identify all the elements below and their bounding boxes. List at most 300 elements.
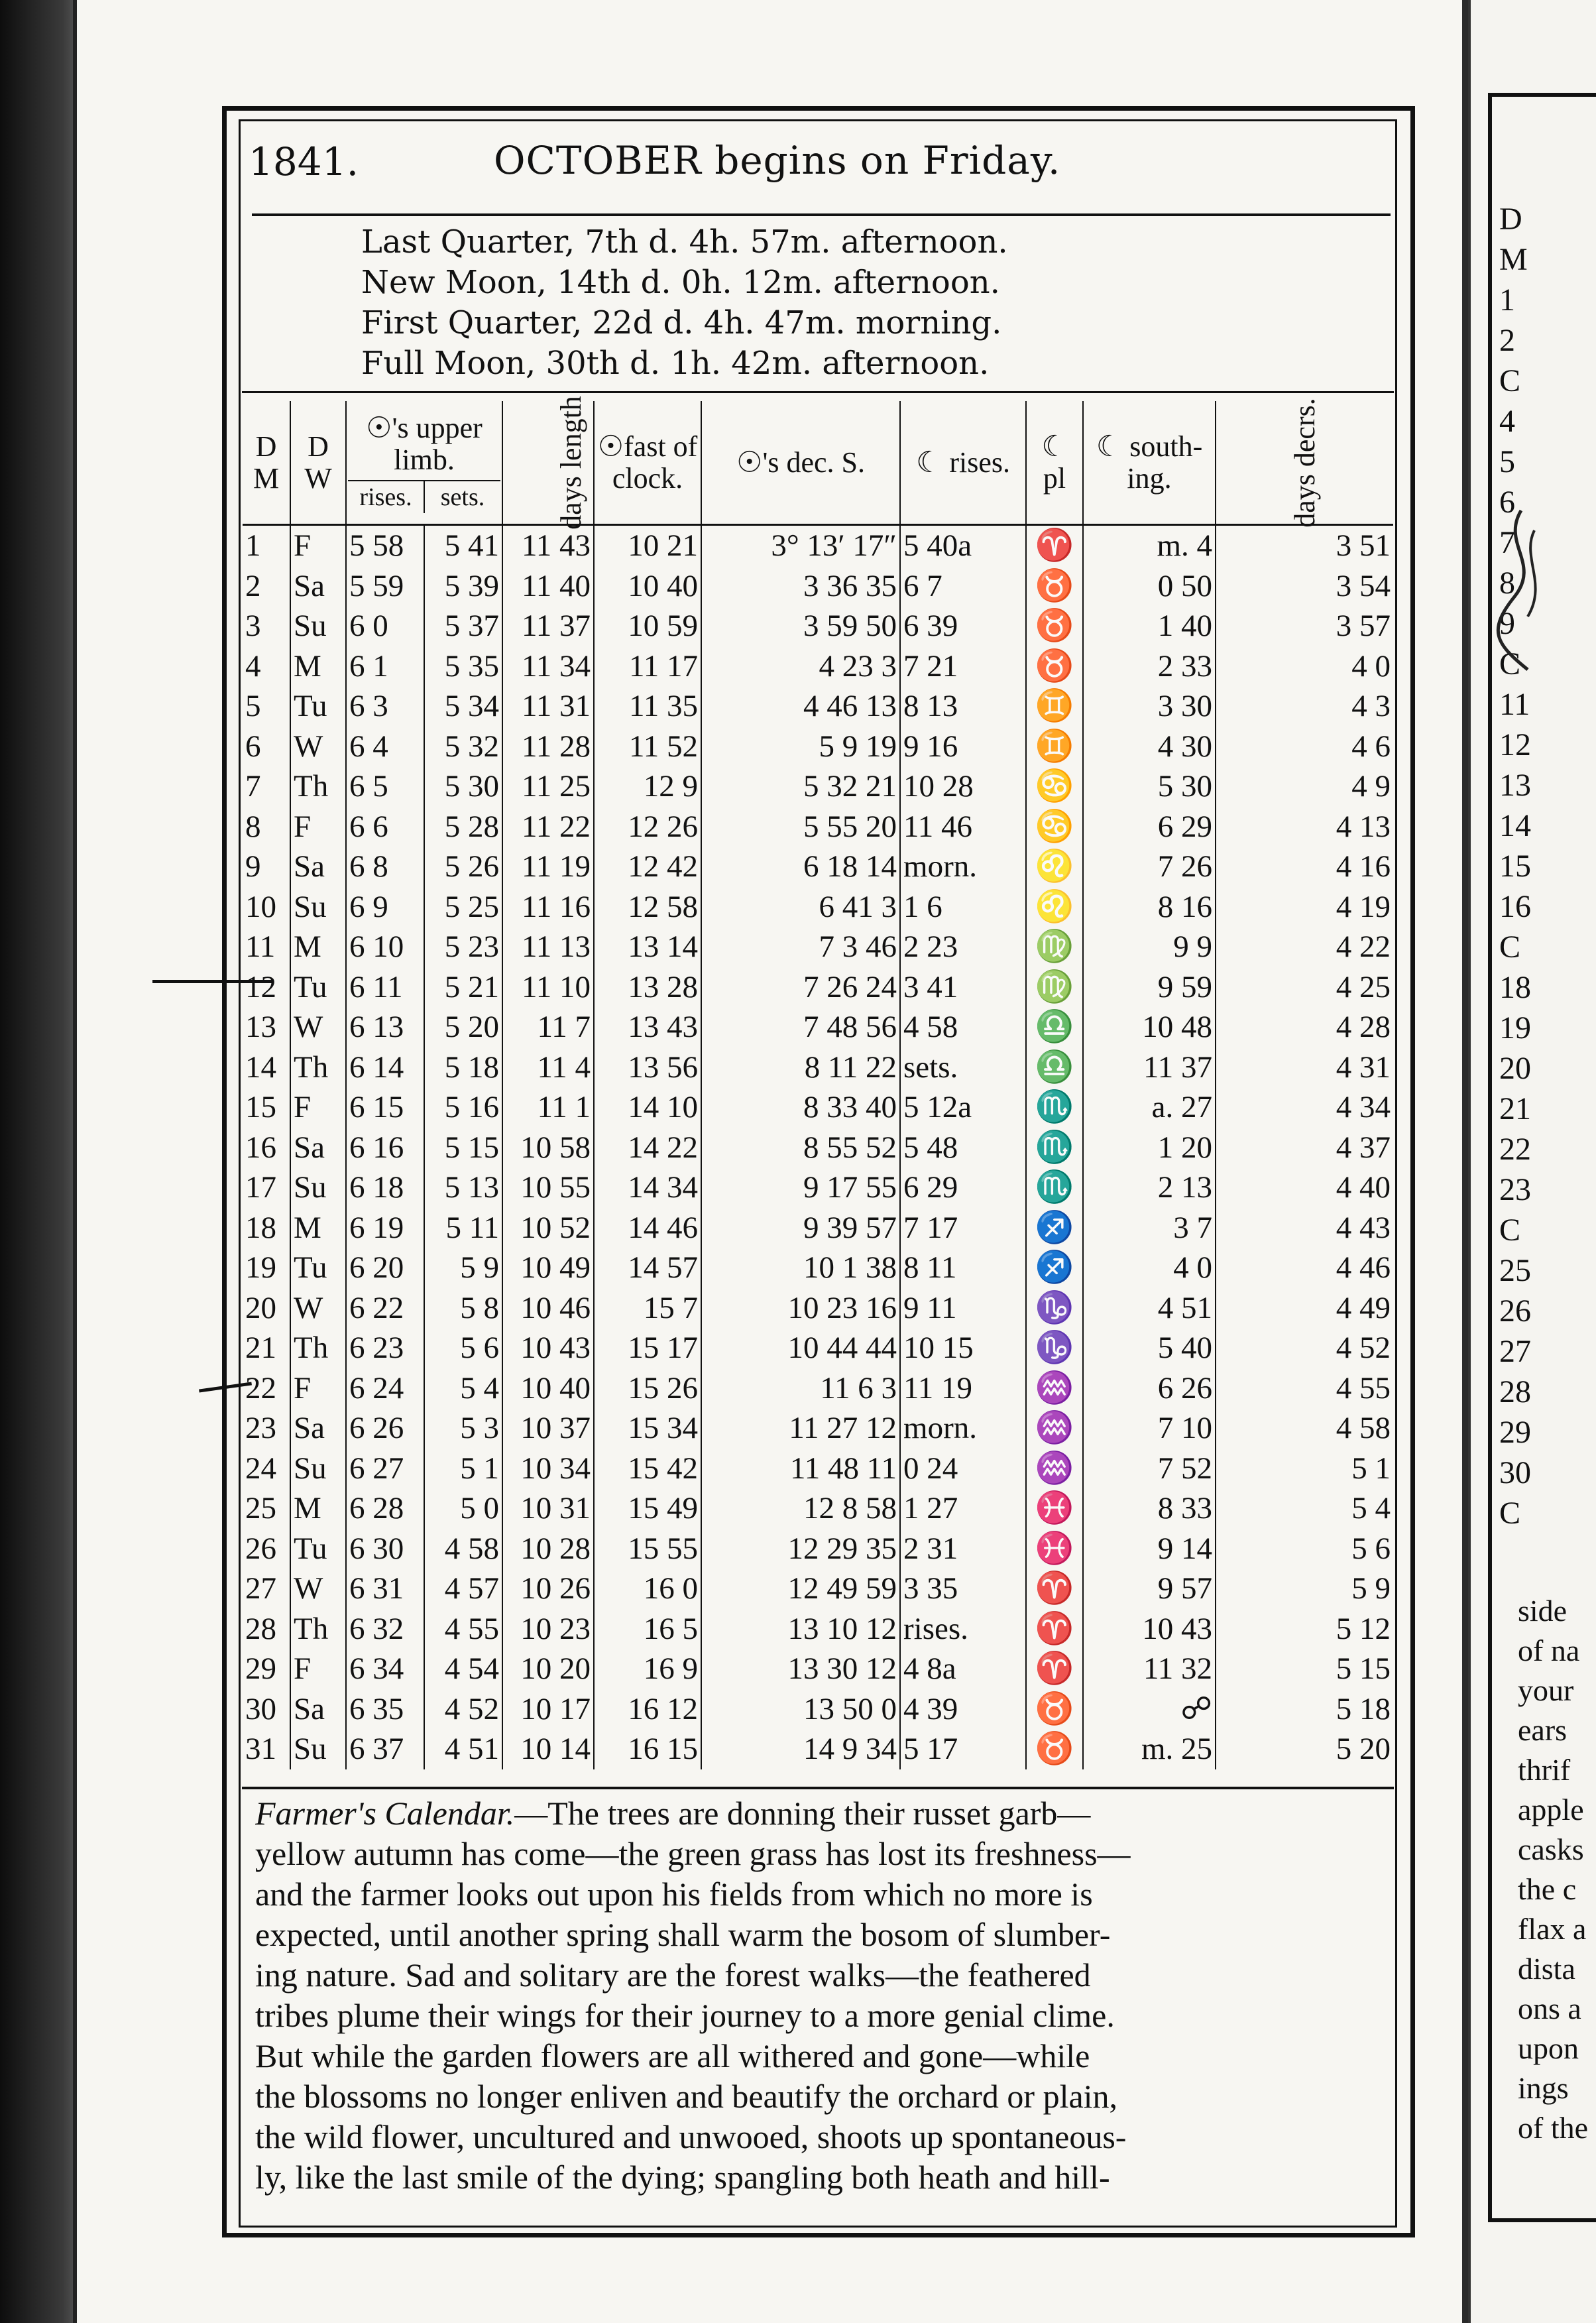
cell-moon-rises: 6 29 [900,1167,1026,1208]
cell-moon-rises: 8 13 [900,686,1026,727]
cell-moon-rises: 9 11 [900,1288,1026,1329]
cell-sun-sets: 5 3 [424,1408,502,1449]
cell-day: 22 [245,1370,276,1405]
cell-sun-rises: 6 0 [346,606,424,646]
cell-declination: 13 30 12 [701,1649,900,1689]
cell-fast-of-clock: 15 26 [594,1368,701,1409]
adjacent-cell: 20 [1499,1051,1531,1086]
cell-sun-rises: 6 24 [346,1368,424,1409]
cell-days-decrease: 4 55 [1216,1368,1393,1409]
cell-moon-rises: 9 16 [900,727,1026,767]
cell-fast-of-clock: 16 5 [594,1609,701,1649]
cell-sun-rises: 6 37 [346,1729,424,1769]
cell-day: 9 [245,849,261,884]
cell-declination: 10 23 16 [701,1288,900,1329]
cell-fast-of-clock: 12 58 [594,887,701,927]
cell-day: 19 [245,1250,276,1285]
adjacent-cell: 16 [1499,889,1531,924]
table-row [243,1729,1393,1769]
cell-fast-of-clock: 11 35 [594,686,701,727]
cell-day: 5 [245,689,261,724]
cell-fast-of-clock: 10 40 [594,566,701,607]
cell-moon-southing: 9 14 [1083,1529,1216,1569]
cell-fast-of-clock: 13 56 [594,1047,701,1088]
cell-sun-rises: 6 3 [346,686,424,727]
cell-weekday: Th [290,766,346,807]
adjacent-cell: 22 [1499,1132,1531,1167]
cell-day: 16 [245,1130,276,1165]
cell-day-length: 10 17 [502,1689,594,1730]
cell-days-decrease: 4 43 [1216,1208,1393,1248]
cell-day-length: 11 13 [502,927,594,967]
cell-sun-rises: 6 10 [346,927,424,967]
table-row [243,1328,1393,1368]
table-row [243,1248,1393,1288]
cell-day-length: 10 34 [502,1449,594,1489]
adjacent-cell: 5 [1499,444,1515,479]
cell-day-length: 11 40 [502,566,594,607]
cell-moon-place: ♋ [1026,807,1083,847]
header-rule [252,213,1391,216]
cell-moon-rises: 1 27 [900,1488,1026,1529]
cell-weekday: Sa [290,1128,346,1168]
cell-days-decrease: 5 6 [1216,1529,1393,1569]
cell-days-decrease: 4 19 [1216,887,1393,927]
calendar-line: the wild flower, uncultured and unwooed, shoots up spontaneous- [255,2118,1127,2155]
cell-moon-place: ♎ [1026,1047,1083,1088]
cell-sun-sets: 4 51 [424,1729,502,1769]
cell-day-length: 10 20 [502,1649,594,1689]
cell-day-length: 10 55 [502,1167,594,1208]
adjacent-cell: 11 [1499,687,1530,722]
cell-days-decrease: 4 31 [1216,1047,1393,1088]
calendar-line: expected, until another spring shall warm the bosom of slumber- [255,1916,1111,1953]
cell-fast-of-clock: 14 57 [594,1248,701,1288]
table-row [243,1167,1393,1208]
almanac-table [243,395,1393,1769]
cell-fast-of-clock: 13 28 [594,967,701,1008]
cell-moon-rises: morn. [900,847,1026,887]
cell-day: 31 [245,1732,276,1767]
cell-moon-place: ♋ [1026,766,1083,807]
cell-weekday: W [290,1007,346,1047]
cell-days-decrease: 5 15 [1216,1649,1393,1689]
handwritten-margin-note [1481,504,1561,676]
cell-moon-place: ♍ [1026,927,1083,967]
cell-days-decrease: 3 54 [1216,566,1393,607]
cell-moon-rises: 5 12a [900,1087,1026,1128]
cell-days-decrease: 4 16 [1216,847,1393,887]
adjacent-cell: 2 [1499,323,1515,358]
cell-day: 10 [245,889,276,924]
cell-sun-sets: 4 55 [424,1609,502,1649]
cell-day-length: 10 37 [502,1408,594,1449]
cell-weekday: Tu [290,1248,346,1288]
cell-day: 7 [245,769,261,804]
cell-weekday: Su [290,1167,346,1208]
adjacent-cell: 23 [1499,1172,1531,1207]
table-row [243,1569,1393,1609]
table-row [243,766,1393,807]
calendar-line: the blossoms no longer enliven and beautify the orchard or plain, [255,2078,1118,2115]
table-header-row [243,401,1393,525]
cell-sun-sets: 5 9 [424,1248,502,1288]
cell-day-length: 10 43 [502,1328,594,1368]
cell-moon-place: ♏ [1026,1128,1083,1168]
cell-moon-place: ♈ [1026,1649,1083,1689]
cell-moon-southing: 7 10 [1083,1408,1216,1449]
col-day-of-week: D W [290,401,346,525]
cell-declination: 8 33 40 [701,1087,900,1128]
cell-weekday: W [290,727,346,767]
cell-sun-rises: 6 16 [346,1128,424,1168]
cell-moon-southing: 9 57 [1083,1569,1216,1609]
cell-weekday: M [290,1488,346,1529]
cell-sun-rises: 6 32 [346,1609,424,1649]
cell-sun-sets: 5 16 [424,1087,502,1128]
cell-moon-place: ♐ [1026,1208,1083,1248]
cell-declination: 12 49 59 [701,1569,900,1609]
cell-fast-of-clock: 12 9 [594,766,701,807]
cell-sun-rises: 5 58 [346,525,424,566]
adjacent-cell: 12 [1499,727,1531,762]
cell-sun-sets: 5 23 [424,927,502,967]
cell-fast-of-clock: 14 10 [594,1087,701,1128]
cell-moon-place: ♌ [1026,887,1083,927]
cell-weekday: Th [290,1328,346,1368]
cell-moon-southing: 6 29 [1083,807,1216,847]
adjacent-cell: C [1499,646,1521,682]
cell-day-length: 10 26 [502,1569,594,1609]
calendar-line: ing nature. Sad and solitary are the forest walks—the feathered [255,1956,1091,1994]
cell-moon-southing: 10 43 [1083,1609,1216,1649]
cell-weekday: Sa [290,847,346,887]
cell-weekday: W [290,1569,346,1609]
cell-declination: 8 55 52 [701,1128,900,1168]
cell-fast-of-clock: 10 21 [594,525,701,566]
cell-moon-place: ♊ [1026,686,1083,727]
cell-day: 15 [245,1090,276,1125]
cell-fast-of-clock: 13 14 [594,927,701,967]
cell-moon-place: ♏ [1026,1167,1083,1208]
cell-moon-southing: 2 33 [1083,646,1216,687]
cell-declination: 3 59 50 [701,606,900,646]
table-row [243,967,1393,1008]
cell-weekday: Tu [290,686,346,727]
cell-sun-sets: 5 21 [424,967,502,1008]
adjacent-text-line: of na [1518,1634,1580,1667]
adjacent-text-line: ings [1518,2071,1569,2105]
table-row [243,1368,1393,1409]
cell-declination: 3 36 35 [701,566,900,607]
cell-day-length: 11 25 [502,766,594,807]
adjacent-text-line: ons a [1518,1992,1581,2025]
cell-fast-of-clock: 13 43 [594,1007,701,1047]
cell-days-decrease: 5 4 [1216,1488,1393,1529]
cell-day-length: 10 52 [502,1208,594,1248]
cell-fast-of-clock: 12 42 [594,847,701,887]
table-row [243,807,1393,847]
cell-moon-rises: 3 35 [900,1569,1026,1609]
cell-moon-southing: 11 37 [1083,1047,1216,1088]
cell-declination: 10 1 38 [701,1248,900,1288]
cell-sun-rises: 6 8 [346,847,424,887]
calendar-line: yellow autumn has come—the green grass has lost its freshness— [255,1835,1131,1872]
cell-day: 1 [245,528,261,564]
cell-declination: 11 48 11 [701,1449,900,1489]
cell-weekday: Tu [290,967,346,1008]
cell-moon-place: ♉ [1026,606,1083,646]
cell-sun-sets: 5 20 [424,1007,502,1047]
adjacent-text-line: upon [1518,2031,1579,2065]
cell-day-length: 10 46 [502,1288,594,1329]
cell-day-length: 10 23 [502,1609,594,1649]
month-title: OCTOBER begins on Friday. [494,138,1061,183]
cell-sun-sets: 5 26 [424,847,502,887]
cell-declination: 8 11 22 [701,1047,900,1088]
cell-fast-of-clock: 16 15 [594,1729,701,1769]
adjacent-cell: 25 [1499,1253,1531,1288]
cell-sun-sets: 5 6 [424,1328,502,1368]
cell-sun-sets: 5 11 [424,1208,502,1248]
cell-declination: 7 48 56 [701,1007,900,1047]
cell-day: 24 [245,1451,276,1486]
cell-moon-rises: 0 24 [900,1449,1026,1489]
col-days-length [502,395,594,530]
cell-sun-rises: 6 20 [346,1248,424,1288]
adjacent-cell: D [1499,202,1522,237]
cell-day-length: 11 16 [502,887,594,927]
cell-declination: 4 23 3 [701,646,900,687]
cell-moon-place: ♈ [1026,1609,1083,1649]
cell-sun-sets: 5 8 [424,1288,502,1329]
cell-days-decrease: 5 9 [1216,1569,1393,1609]
table-row [243,1609,1393,1649]
moon-phases [361,222,1008,384]
cell-sun-rises: 6 30 [346,1529,424,1569]
cell-sun-sets: 5 13 [424,1167,502,1208]
cell-fast-of-clock: 16 9 [594,1649,701,1689]
cell-declination: 11 6 3 [701,1368,900,1409]
adjacent-text-line: thrif [1518,1753,1571,1787]
cell-sun-sets: 5 35 [424,646,502,687]
cell-declination: 3° 13′ 17″ [701,525,900,566]
cell-moon-southing: 4 51 [1083,1288,1216,1329]
col-sun-sets: sets. [440,483,485,511]
cell-sun-rises: 6 9 [346,887,424,927]
cell-days-decrease: 5 18 [1216,1689,1393,1730]
cell-moon-place: ♎ [1026,1007,1083,1047]
cell-moon-place: ♓ [1026,1488,1083,1529]
cell-days-decrease: 4 52 [1216,1328,1393,1368]
cell-days-decrease: 4 37 [1216,1128,1393,1168]
cell-weekday: F [290,1087,346,1128]
cell-weekday: Su [290,887,346,927]
adjacent-cell: C [1499,1496,1521,1531]
adjacent-text-line: flax a [1518,1912,1587,1946]
cell-declination: 7 26 24 [701,967,900,1008]
adjacent-cell: 26 [1499,1293,1531,1329]
cell-day-length: 11 43 [502,525,594,566]
cell-weekday: Su [290,1729,346,1769]
cell-declination: 14 9 34 [701,1729,900,1769]
adjacent-cell: C [1499,363,1521,398]
col-days-decrease [1216,397,1393,528]
table-row [243,1449,1393,1489]
cell-day: 26 [245,1531,276,1566]
adjacent-cell: 13 [1499,768,1531,803]
cell-declination: 13 50 0 [701,1689,900,1730]
table-row [243,1128,1393,1168]
cell-sun-rises: 6 34 [346,1649,424,1689]
cell-declination: 9 39 57 [701,1208,900,1248]
cell-moon-southing: 4 30 [1083,727,1216,767]
cell-sun-rises: 5 59 [346,566,424,607]
table-row [243,1208,1393,1248]
cell-moon-southing: 9 9 [1083,927,1216,967]
col-moon-place: ☾ pl [1026,401,1083,525]
cell-day-length: 11 22 [502,807,594,847]
cell-fast-of-clock: 15 55 [594,1529,701,1569]
cell-moon-place: ♏ [1026,1087,1083,1128]
adjacent-cell: 1 [1499,282,1515,318]
cell-moon-place: ♐ [1026,1248,1083,1288]
pen-mark [152,980,272,983]
table-row [243,606,1393,646]
cell-day: 30 [245,1691,276,1726]
adjacent-cell: 28 [1499,1374,1531,1409]
cell-weekday: Su [290,606,346,646]
cell-moon-southing: 0 50 [1083,566,1216,607]
calendar-line: ly, like the last smile of the dying; spangling both heath and hill- [255,2159,1110,2196]
cell-days-decrease: 5 1 [1216,1449,1393,1489]
cell-weekday: F [290,807,346,847]
cell-sun-rises: 6 5 [346,766,424,807]
cell-moon-southing: 7 52 [1083,1449,1216,1489]
cell-day: 12 [245,969,276,1004]
table-row [243,1649,1393,1689]
cell-sun-sets: 5 25 [424,887,502,927]
table-row [243,887,1393,927]
sun-limb-title: ☉'s upper limb. [366,411,483,476]
cell-sun-rises: 6 11 [346,967,424,1008]
cell-day: 21 [245,1331,276,1366]
cell-moon-place: ♑ [1026,1328,1083,1368]
adjacent-cell: C [1499,929,1521,965]
cell-days-decrease: 5 12 [1216,1609,1393,1649]
cell-day: 11 [245,929,276,965]
cell-sun-rises: 6 28 [346,1488,424,1529]
col-sun-fast-of-clock: ☉fast of clock. [594,401,701,525]
cell-fast-of-clock: 15 49 [594,1488,701,1529]
cell-sun-rises: 6 13 [346,1007,424,1047]
cell-weekday: M [290,1208,346,1248]
cell-moon-rises: sets. [900,1047,1026,1088]
col-sun-rises: rises. [348,481,425,513]
cell-declination: 11 27 12 [701,1408,900,1449]
cell-moon-rises: 5 48 [900,1128,1026,1168]
cell-days-decrease: 4 58 [1216,1408,1393,1449]
cell-moon-rises: 10 15 [900,1328,1026,1368]
cell-days-decrease: 3 57 [1216,606,1393,646]
cell-moon-rises: 4 58 [900,1007,1026,1047]
table-row [243,1408,1393,1449]
cell-days-decrease: 4 25 [1216,967,1393,1008]
cell-day-length: 11 19 [502,847,594,887]
table-row [243,1288,1393,1329]
cell-sun-sets: 5 34 [424,686,502,727]
cell-sun-rises: 6 23 [346,1328,424,1368]
cell-day: 2 [245,568,261,603]
cell-moon-southing: 11 32 [1083,1649,1216,1689]
cell-moon-southing: m. 25 [1083,1729,1216,1769]
cell-days-decrease: 4 49 [1216,1288,1393,1329]
cell-moon-rises: 1 6 [900,887,1026,927]
cell-moon-place: ♉ [1026,646,1083,687]
adjacent-page-day-column [1499,199,1531,1533]
cell-moon-rises: 8 11 [900,1248,1026,1288]
calendar-line: tribes plume their wings for their journey to a more genial clime. [255,1997,1115,2034]
cell-moon-place: ♒ [1026,1449,1083,1489]
cell-days-decrease: 4 9 [1216,766,1393,807]
cell-moon-southing: 8 33 [1083,1488,1216,1529]
adjacent-cell: 9 [1499,606,1515,641]
cell-moon-southing: 4 0 [1083,1248,1216,1288]
cell-moon-southing: 1 20 [1083,1128,1216,1168]
cell-moon-rises: 4 39 [900,1689,1026,1730]
cell-fast-of-clock: 15 42 [594,1449,701,1489]
cell-moon-rises: rises. [900,1609,1026,1649]
adjacent-cell: 8 [1499,566,1515,601]
cell-moon-rises: 7 21 [900,646,1026,687]
cell-day-length: 10 49 [502,1248,594,1288]
cell-moon-rises: 11 46 [900,807,1026,847]
cell-sun-rises: 6 19 [346,1208,424,1248]
cell-moon-southing: 9 59 [1083,967,1216,1008]
cell-days-decrease: 4 6 [1216,727,1393,767]
cell-sun-rises: 6 26 [346,1408,424,1449]
cell-declination: 5 32 21 [701,766,900,807]
cell-declination: 10 44 44 [701,1328,900,1368]
cell-moon-place: ♉ [1026,1729,1083,1769]
cell-moon-rises: morn. [900,1408,1026,1449]
adjacent-cell: 30 [1499,1455,1531,1490]
cell-moon-rises: 7 17 [900,1208,1026,1248]
cell-fast-of-clock: 14 22 [594,1128,701,1168]
cell-sun-sets: 5 18 [424,1047,502,1088]
cell-declination: 13 10 12 [701,1609,900,1649]
cell-sun-sets: 5 30 [424,766,502,807]
cell-day: 27 [245,1571,276,1606]
cell-moon-place: ♉ [1026,1689,1083,1730]
adjacent-text-line: the c [1518,1872,1577,1906]
cell-moon-rises: 5 40a [900,525,1026,566]
cell-moon-place: ♈ [1026,1569,1083,1609]
phase-line: Full Moon, 30th d. 1h. 42m. afternoon. [361,345,990,382]
cell-sun-sets: 4 52 [424,1689,502,1730]
cell-sun-sets: 5 37 [424,606,502,646]
cell-moon-southing: 6 26 [1083,1368,1216,1409]
adjacent-cell: 18 [1499,970,1531,1005]
cell-sun-rises: 6 14 [346,1047,424,1088]
cell-days-decrease: 4 46 [1216,1248,1393,1288]
cell-declination: 7 3 46 [701,927,900,967]
adjacent-cell: 27 [1499,1334,1531,1369]
adjacent-text-line: casks [1518,1832,1584,1866]
cell-day-length: 11 34 [502,646,594,687]
adjacent-cell: 7 [1499,525,1515,560]
cell-weekday: Sa [290,566,346,607]
